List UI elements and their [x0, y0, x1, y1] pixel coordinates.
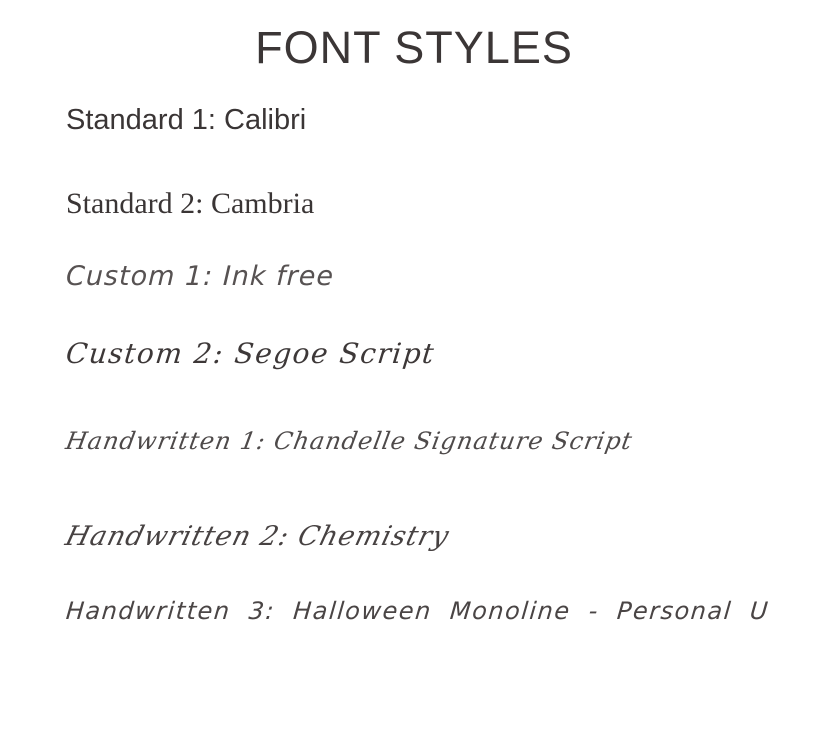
- font-sample-standard-1-calibri: Standard 1: Calibri: [66, 104, 307, 136]
- font-sample-handwritten-3-halloween-monoline: Handwritten 3: Halloween Monoline - Personal U: [64, 597, 771, 625]
- font-sample-handwritten-1-chandelle-signature-script: Handwritten 1: Chandelle Signature Script: [63, 427, 635, 455]
- font-sample-standard-2-cambria: Standard 2: Cambria: [66, 187, 315, 220]
- page-title: FONT STYLES: [255, 22, 573, 73]
- font-sample-handwritten-2-chemistry: Handwritten 2: Chemistry: [62, 521, 453, 552]
- font-sample-custom-1-ink-free: Custom 1: Ink free: [65, 261, 335, 292]
- font-sample-custom-2-segoe-script: Custom 2: Segoe Script: [64, 337, 437, 370]
